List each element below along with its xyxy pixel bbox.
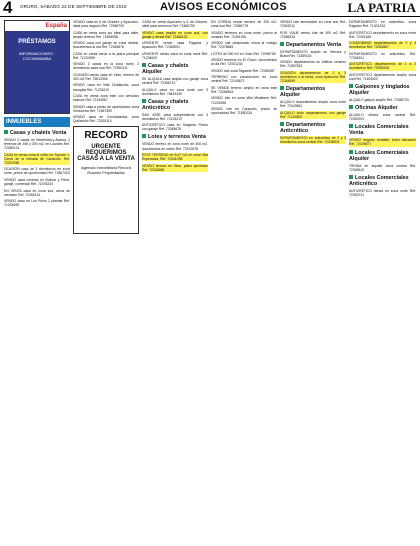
column-body (211, 20, 277, 115)
classified-ad: VENDO lote urbanizado cerca al colegio Ref. 72378845 (211, 41, 277, 50)
column-6 (349, 20, 416, 542)
category-bullet-icon (142, 134, 146, 138)
page-header (0, 0, 420, 17)
page-number: 4 (3, 0, 13, 17)
category-bullet-icon (142, 63, 146, 67)
category-heading (142, 99, 208, 111)
category-label: Locales Comerciales Anticrético (349, 174, 409, 187)
category-label: Casas y chalets Alquiler (142, 62, 189, 75)
classified-ad: VENDO negocio rentable, buen ubicación Ref. 72349877 (349, 138, 416, 147)
classified-ad: ANTICRÉTICO casa en Sargento Flores con garaje Ref. 72045678 (142, 123, 208, 132)
category-label: Departamentos Venta (286, 41, 342, 48)
category-label: Departamentos Anticrético (280, 121, 326, 134)
bank-ad-banner (4, 20, 70, 114)
classified-ad: VENDO terreno en Vinto, plano aprobado Ref. 72334556 (142, 163, 208, 172)
classified-ad: VENDO casa en Cochabamba, zona Quillacollo Ref. 72200114 (73, 115, 139, 124)
classified-ad: VENDO lote en zona Villa Miraflores Ref. 71223456 (211, 96, 277, 105)
column-body (4, 130, 70, 207)
classified-ad: CONDOMINIO departamentos de 2 y 3 dormitorios Ref. 72334567 (349, 41, 416, 50)
classified-ad: CASA en venta cerca a la plaza principal Ref. 71234990 (73, 51, 139, 60)
category-bullet-icon (349, 84, 353, 88)
classified-ad: VENDO casa céntrica en Bolívar y Petot, garaje, comercial Ref. 72476234 (4, 177, 70, 187)
category-heading (142, 63, 208, 75)
classified-ad: ESTE TERRENO de 9x27 m2 en zona Villa Esperanza, Ref. 72341098 (142, 153, 208, 162)
classified-ad: VENDO 2 casas, en Semestral y Avaroa, 2 terrenos de 256 y 300 m2, en Lourdes Ref. 72390213 (4, 138, 70, 151)
classified-ad: VENDO casa en 6 de Octubre y Ayacucho, ideal para negocio Ref. 72456709 (73, 20, 139, 29)
category-label: Locales Comerciales Venta (349, 124, 409, 137)
record-subtitle: URGENTE REQUERIMOS CASAS A LA VENTA (77, 143, 135, 162)
category-bullet-icon (280, 86, 284, 90)
category-label: Galpones y tinglados Alquiler (349, 84, 410, 97)
classified-ad: SAN JOSÉ casa independiente con 3 dormitorios Ref. 72133212 (142, 112, 208, 121)
classified-ad: VENDO 2 casas en la zona norte, 2 dormitorios cada una Ref. 72390411 (73, 62, 139, 71)
category-heading (142, 134, 208, 140)
column-4 (211, 20, 277, 542)
category-heading (349, 105, 416, 111)
column-body (142, 20, 208, 172)
classified-ad: VENDO casa en Los Pinos 2 plantas Ref. 71234559 (4, 199, 70, 208)
category-bullet-icon (280, 122, 284, 126)
column-2 (73, 20, 139, 542)
classified-ad: ALQUILO lindo departamento con garaje Ref. 71234500 (280, 110, 346, 119)
column-1 (4, 20, 70, 542)
category-bullet-icon (349, 150, 353, 154)
classified-ad: CASA en venta zona sur ideal para taller, amplio terreno Ref. 71856098 (73, 30, 139, 39)
classified-ad: ANTICRÉTICO departamento de 1 a 2 dormitorios Ref. 72090008 (349, 62, 416, 71)
category-heading (280, 122, 346, 134)
classified-ad: VENDO casa con garaje en zona central, documentos al día Ref. 72345678 (73, 41, 139, 50)
classified-ad: ANTICRÉTICO departamento amplio zona sud Ref. 71453320 (349, 72, 416, 81)
classified-ad: VENDO departamento en edificio céntrico Ref. 71857823 (280, 60, 346, 69)
classified-ad: CASA en venta-zona el ceibo en Soporte 1. Cerca de la entrada de Caracollo. Ref. 72337956 (4, 152, 70, 165)
category-label: Oficinas Alquiler (355, 105, 398, 112)
classified-ad: VENDO terreno en zona norte de 300 m2, documentos en orden Ref. 72312678 (142, 142, 208, 151)
bank-logo: España (5, 21, 69, 31)
classified-ad: ALQUILO departamento amplio zona norte Ref. 72343561 (280, 100, 346, 109)
category-label: Locales Comerciales Alquiler (349, 149, 409, 162)
category-bullet-icon (142, 99, 146, 103)
classified-ad: DEPARTAMENTO en anticrético Ref. 77334901 (349, 51, 416, 60)
date-line: ORURO, SÁBADO 22 DE SEPTIEMBRE DE 2018 (20, 4, 127, 9)
category-heading (349, 150, 416, 162)
category-bullet-icon (280, 42, 284, 46)
category-heading (349, 84, 416, 96)
classified-ad: DEPARTAMENTO en anticrético de 2 y 3 dormitorios zona central Ref. 72338003 (280, 135, 346, 145)
category-bullet-icon (349, 175, 353, 179)
classified-ad: VENDO lote en Caracollo, precio de oportunidad Ref. 71890234 (211, 107, 277, 116)
classified-ad: TERRENO con construcción en zona central Ref. 72145671 (211, 75, 277, 84)
category-heading (280, 86, 346, 98)
classified-ad: ALQUILO galpón amplio Ref. 72356720 (349, 98, 409, 103)
bank-info: INFORMACIONES · COCHABAMBA (18, 51, 56, 61)
record-title: RECORD (84, 129, 128, 141)
section-title: AVISOS ECONÓMICOS (160, 1, 287, 13)
record-ad (73, 126, 139, 234)
classified-ad: ALQUILO casa en zona norte con 3 dormitorios Ref. 78615430 (142, 87, 208, 96)
classified-ad: VENDO lote zona Tagarete Ref. 72390087 (211, 68, 276, 73)
column-body (73, 20, 139, 123)
classified-ad: DEPARTAMENTO en anticrético zona Pagador Ref. 71001234 (349, 20, 416, 29)
classified-ad: SE ALQUILA casa amplia con garaje zona central Ref. 72356712 (142, 76, 208, 86)
classified-ad: VENDO casa en Villa Challacollo, zona tranquila Ref. 71233210 (73, 83, 139, 92)
classified-ad: URGENTE vendo casa en zona norte Ref. 71234000 (142, 51, 208, 60)
column-body (349, 20, 416, 197)
classified-ad: OCASIÓN departamento de 2 y 3 dormitorios a la venta, zona Ayacucho Ref. 72345099 (280, 70, 346, 84)
category-label: Departamentos Alquiler (280, 86, 326, 99)
record-body: Agencia Inmobiliaria Record Rosario Propiedades (80, 164, 132, 175)
classified-ad: LOTES de 250 m2 en Vinto Ref. 71098765 (211, 51, 276, 56)
category-bullet-icon (349, 105, 353, 109)
classified-ad: VENDO casa a precio de oportunidad, zona Vichuloma Ref. 71567390 (73, 104, 139, 113)
category-heading (280, 42, 346, 48)
classified-ad: DEPARTAMENTO amplio en Herrera y Brasil Ref. 72459115 (280, 49, 346, 58)
classified-ad: VENDO terrenos en zona norte, precio al contado Ref. 72451290 (211, 30, 277, 39)
classified-ad: VENDO casa amplia en zona sud, con garaje y tienda Ref. 72466123 (142, 30, 208, 39)
masthead-logo: LA PATRIA (347, 0, 416, 15)
classified-ad: URGENTE vendo casa Pagador y Ayacucho Ref. 72345001 (142, 41, 208, 50)
category-heading (349, 175, 416, 187)
classified-ad: SE VENDE terreno amplio en zona este Ref. 72366543 (211, 85, 277, 94)
column-body (280, 20, 346, 144)
classified-ad: VENDO lote amueblado en zona sud Ref. 72343211 (280, 20, 346, 29)
inmuebles-header: INMUEBLES (4, 117, 70, 127)
classified-ad: OCASIÓN vendo casa en Vinto, terreno de 400 m2 Ref. 73812345 (73, 72, 139, 81)
classified-ad: ALQUILO oficina zona central Ref. 72040001 (349, 113, 416, 122)
classified-ad: ANTICRÉTICO tienda en zona norte Ref. 72392221 (349, 188, 416, 197)
classified-ad: VENDO terrenos en El Choro, documentos al día Ref. 72001234 (211, 58, 277, 67)
category-label: Lotes y terrenos Venta (148, 134, 206, 141)
classified-ad: OCASIÓN casa de 3 dormitorios en zona norte, precio de oportunidad Ref. 71867323 (4, 167, 70, 176)
classified-ad: EN VENTA casa en zona sud, cerca de mercado Ref. 72350114 (4, 188, 70, 197)
classified-ad: EN CORIDA vendo terreno de 200 m2, zona sud Ref. 72366778 (211, 20, 277, 29)
category-heading (349, 124, 416, 136)
column-5 (280, 20, 346, 542)
classified-ad: ANTICRÉTICO departamento en zona norte Ref. 72341165 (349, 30, 416, 39)
category-bullet-icon (4, 130, 8, 134)
classified-ad: CASA en venta Ayacucho y 6 de Octubre, ideal para comercio Ref. 72466790 (142, 20, 208, 29)
category-bullet-icon (349, 124, 353, 128)
classified-ad: TIENDA en alquiler zona central Ref. 72345610 (349, 163, 416, 172)
category-heading (4, 130, 70, 136)
bank-title: PRÉSTAMOS (18, 39, 56, 45)
category-label: Casas y chalets Anticrético (142, 98, 189, 111)
category-label: Casas y chalets Venta (10, 130, 67, 136)
column-3 (142, 20, 208, 542)
classified-ad: CASA en venta zona este con servicios básicos Ref. 72134567 (73, 94, 139, 103)
classified-ad: POR VIAJE vendo lote de 300 m2 Ref. 72356034 (280, 30, 346, 39)
